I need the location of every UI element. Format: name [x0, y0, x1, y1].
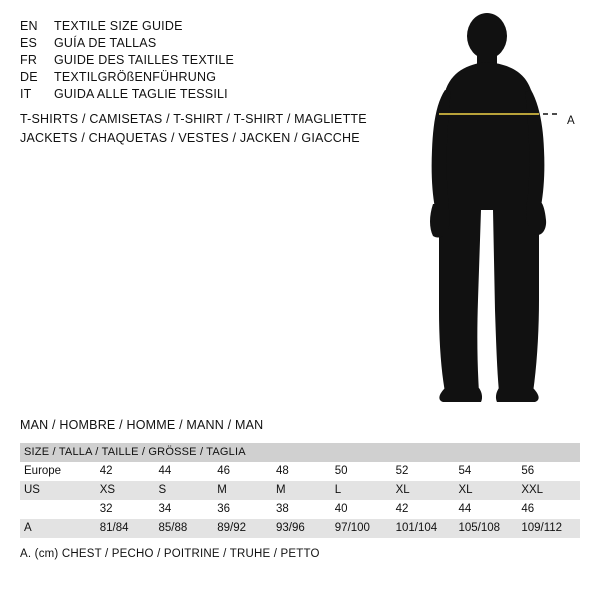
size-table	[20, 443, 580, 538]
male-silhouette-figure	[415, 10, 590, 405]
cell-usnum-3: 36	[213, 500, 272, 519]
cell-us-6: XL	[392, 481, 455, 500]
cell-usnum-1: 32	[96, 500, 155, 519]
language-text-es: GUÍA DE TALLAS	[54, 36, 157, 50]
language-code-it: IT	[20, 87, 32, 101]
cell-us-1: XS	[96, 481, 155, 500]
table-header-row	[20, 443, 580, 462]
language-code-es: ES	[20, 36, 38, 50]
language-text-fr: GUIDE DES TAILLES TEXTILE	[54, 53, 235, 67]
garment-line-tshirts: T-SHIRTS / CAMISETAS / T-SHIRT / T-SHIRT / MAGLIETTE	[20, 112, 367, 126]
language-code-en: EN	[20, 19, 38, 33]
row-label-europe: Europe	[20, 462, 96, 481]
cell-us-3: M	[213, 481, 272, 500]
cell-usnum-2: 34	[154, 500, 213, 519]
cell-europe-4: 48	[272, 462, 331, 481]
cell-us-7: XL	[454, 481, 517, 500]
language-text-it: GUIDA ALLE TAGLIE TESSILI	[54, 87, 228, 101]
table-header-label: SIZE / TALLA / TAILLE / GRÖSSE / TAGLIA	[20, 443, 580, 462]
cell-europe-3: 46	[213, 462, 272, 481]
cell-a-5: 97/100	[331, 519, 392, 538]
table-row	[20, 462, 580, 481]
cell-usnum-5: 40	[331, 500, 392, 519]
cell-europe-5: 50	[331, 462, 392, 481]
cell-europe-2: 44	[154, 462, 213, 481]
language-row-fr	[20, 52, 380, 69]
language-row-en	[20, 18, 380, 35]
cell-us-4: M	[272, 481, 331, 500]
row-label-a: A	[20, 519, 96, 538]
footnote-chest-measure: A. (cm) CHEST / PECHO / POITRINE / TRUHE / PETTO	[20, 548, 320, 560]
language-text-en: TEXTILE SIZE GUIDE	[54, 19, 183, 33]
cell-usnum-6: 42	[392, 500, 455, 519]
cell-a-2: 85/88	[154, 519, 213, 538]
language-row-de	[20, 69, 380, 86]
cell-a-3: 89/92	[213, 519, 272, 538]
cell-us-8: XXL	[517, 481, 580, 500]
language-text-de: TEXTILGRÖßENFÜHRUNG	[54, 70, 217, 84]
table-row	[20, 519, 580, 538]
cell-europe-1: 42	[96, 462, 155, 481]
cell-a-4: 93/96	[272, 519, 331, 538]
cell-usnum-4: 38	[272, 500, 331, 519]
table-title: MAN / HOMBRE / HOMME / MANN / MAN	[20, 418, 264, 432]
cell-usnum-7: 44	[454, 500, 517, 519]
cell-a-8: 109/112	[517, 519, 580, 538]
cell-a-6: 101/104	[392, 519, 455, 538]
cell-europe-6: 52	[392, 462, 455, 481]
cell-a-7: 105/108	[454, 519, 517, 538]
garment-type-block	[20, 110, 420, 148]
silhouette-icon	[415, 10, 590, 405]
table-row	[20, 500, 580, 519]
cell-usnum-8: 46	[517, 500, 580, 519]
callout-label-a: A	[567, 115, 576, 127]
language-row-it	[20, 86, 380, 103]
cell-us-5: L	[331, 481, 392, 500]
cell-europe-8: 56	[517, 462, 580, 481]
language-row-es	[20, 35, 380, 52]
language-header-block	[20, 18, 380, 103]
row-label-us: US	[20, 481, 96, 500]
table-row	[20, 481, 580, 500]
cell-us-2: S	[154, 481, 213, 500]
cell-europe-7: 54	[454, 462, 517, 481]
language-code-de: DE	[20, 70, 38, 84]
language-code-fr: FR	[20, 53, 38, 67]
cell-a-1: 81/84	[96, 519, 155, 538]
garment-line-jackets: JACKETS / CHAQUETAS / VESTES / JACKEN / GIACCHE	[20, 131, 360, 145]
row-label-us-numeric	[20, 500, 96, 519]
